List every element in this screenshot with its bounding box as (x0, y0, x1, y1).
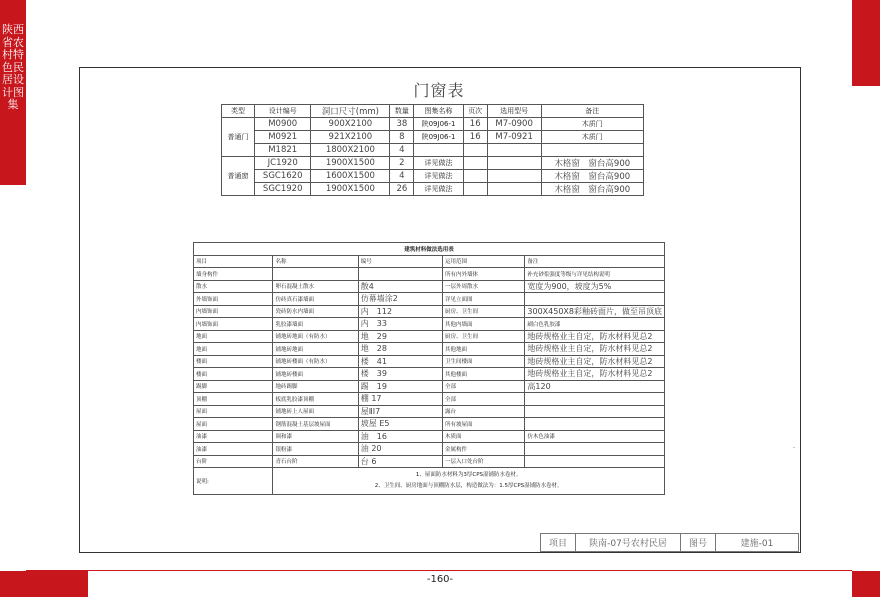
table-row (194, 330, 665, 343)
table-cell: 16 (463, 131, 487, 144)
title-block (540, 533, 799, 552)
table-cell: 露台 (442, 405, 524, 418)
table-cell: 8 (390, 131, 414, 144)
header-cell: 图集名称 (414, 105, 463, 118)
table-cell: 踢脚 (194, 380, 273, 393)
header-cell: 选用型号 (487, 105, 541, 118)
door-window-table (221, 104, 644, 196)
table-cell: 地 29 (358, 330, 442, 343)
table-row (194, 318, 665, 331)
table-cell: SGC1620 (254, 170, 311, 183)
table-cell (525, 418, 665, 431)
table-cell: 仿砖真石漆墙面 (273, 293, 358, 306)
table-cell: 内 112 (358, 305, 442, 318)
table-cell: 木质门 (541, 131, 643, 144)
table-row (222, 118, 644, 131)
table-cell: 16 (463, 118, 487, 131)
table-cell (487, 144, 541, 157)
table-cell: 38 (390, 118, 414, 131)
table-cell: 所有坡屋面 (442, 418, 524, 431)
table-cell: 4 (390, 170, 414, 183)
table-row (194, 343, 665, 356)
table-row (194, 380, 665, 393)
materials-table (193, 242, 665, 495)
table-cell (463, 170, 487, 183)
table-cell: 陕09J06-1 (414, 118, 463, 131)
table-cell: 其他地面 (442, 343, 524, 356)
table-cell: 卫生间楼面 (442, 355, 524, 368)
top-right-band (852, 0, 880, 86)
table-cell: 地砖规格业主自定，防水材料见总2 (525, 330, 665, 343)
project-name: 陕南-07号农村民居 (576, 534, 681, 552)
table-cell: 屋面 (194, 405, 273, 418)
table-cell: 详见做法 (414, 170, 463, 183)
table-cell: 外墙饰面 (194, 293, 273, 306)
table-cell: 仿幕墙涂2 (358, 293, 442, 306)
table-cell: 内墙饰面 (194, 305, 273, 318)
table-cell: 地砖规格业主自定，防水材料见总2 (525, 368, 665, 381)
table-cell: 26 (390, 183, 414, 196)
table-row (194, 455, 665, 468)
table-cell: 900X2100 (311, 118, 390, 131)
header-cell: 备注 (525, 255, 665, 268)
table-cell: 铺地砖楼面（有防水） (273, 355, 358, 368)
header-cell: 名称 (273, 255, 358, 268)
table-row (194, 418, 665, 431)
table-cell: 瓷砖防水内墙面 (273, 305, 358, 318)
table-cell: 铺地砖上人屋面 (273, 405, 358, 418)
table-cell: M0900 (254, 118, 311, 131)
table-cell: 1900X1500 (311, 157, 390, 170)
table-cell (525, 443, 665, 456)
table-row (222, 170, 644, 183)
table-row (194, 430, 665, 443)
header-cell: 编号 (358, 255, 442, 268)
group-type: 普通窗 (222, 157, 255, 196)
table-cell: 所有内外墙体 (442, 268, 524, 281)
header-cell: 设计编号 (254, 105, 311, 118)
table-cell: 厨房、卫生间 (442, 330, 524, 343)
table-cell: 仿木色油漆 (525, 430, 665, 443)
project-label: 项目 (541, 534, 576, 552)
table-cell: 补充砂浆强度等级与详见结构说明 (525, 268, 665, 281)
table-cell (358, 268, 442, 281)
table-cell: 4 (390, 144, 414, 157)
table-cell (273, 268, 358, 281)
table-cell: 地砖规格业主自定，防水材料见总2 (525, 343, 665, 356)
table-cell: 楼面 (194, 355, 273, 368)
table-cell: 宽度为900，坡度为5% (525, 280, 665, 293)
header-cell: 页次 (463, 105, 487, 118)
table-cell: 调和漆 (273, 430, 358, 443)
table-cell: 铺地砖地面 (273, 343, 358, 356)
table-cell: 高120 (525, 380, 665, 393)
header-cell: 数量 (390, 105, 414, 118)
table-cell: 楼 41 (358, 355, 442, 368)
table-cell: 屋ⅡI7 (358, 405, 442, 418)
table-cell: 其他内墙面 (442, 318, 524, 331)
table-cell: 屋面 (194, 418, 273, 431)
table-cell: 楼 39 (358, 368, 442, 381)
table-cell: M7-0921 (487, 131, 541, 144)
table-cell (463, 144, 487, 157)
table-cell: 散4 (358, 280, 442, 293)
header-cell: 备注 (541, 105, 643, 118)
table-cell: 卵石混凝土散水 (273, 280, 358, 293)
notes-label: 说明: (194, 468, 273, 495)
table-cell (463, 183, 487, 196)
table-cell: 散水 (194, 280, 273, 293)
table-cell: 陕09J06-1 (414, 131, 463, 144)
table-cell: 地面 (194, 330, 273, 343)
table-cell: 内 33 (358, 318, 442, 331)
page-number: -160- (426, 574, 454, 585)
table-cell: 全部 (442, 380, 524, 393)
drawing-no-label: 图号 (681, 534, 716, 552)
drawing-no: 建施-01 (716, 534, 799, 552)
table-cell: 棚 17 (358, 393, 442, 406)
title-block-row (541, 534, 799, 552)
table-cell: 地砖规格业主自定，防水材料见总2 (525, 355, 665, 368)
table-cell: 油漆 (194, 430, 273, 443)
table-cell: 木格窗 窗台高900 (541, 170, 643, 183)
table-cell (487, 157, 541, 170)
table-cell: 坡屋 E5 (358, 418, 442, 431)
table-cell: 铺地砖楼面 (273, 368, 358, 381)
table-cell: 详见做法 (414, 157, 463, 170)
table-cell (487, 170, 541, 183)
table-cell: 铺地砖地面（有防水） (273, 330, 358, 343)
table-row (194, 268, 665, 281)
sidebar-vertical-title: 陕西省农村特色民居设计图集 (2, 23, 24, 111)
table-cell: 一层外周散水 (442, 280, 524, 293)
table-cell: JC1920 (254, 157, 311, 170)
footer-rule (26, 570, 852, 571)
table-cell (525, 405, 665, 418)
table-cell: 厨房、卫生间 (442, 305, 524, 318)
table-row (194, 405, 665, 418)
table-cell: 详见立面图 (442, 293, 524, 306)
table-row (222, 157, 644, 170)
header-cell: 运用范围 (442, 255, 524, 268)
table-row (194, 280, 665, 293)
table-cell: 2 (390, 157, 414, 170)
table-cell: 银粉漆 (273, 443, 358, 456)
table-cell (414, 144, 463, 157)
table-cell: 板底乳胶漆顶棚 (273, 393, 358, 406)
note-line: 2、卫生间、厨房地面与顶棚防水层，构造做法为：1.5厚CPS湿铺防水卷材。 (374, 483, 563, 489)
table-header-row (194, 255, 665, 268)
table-cell: 其他楼面 (442, 368, 524, 381)
table-cell: SGC1920 (254, 183, 311, 196)
table-row (222, 144, 644, 157)
table-cell: 木格窗 窗台高900 (541, 157, 643, 170)
table-cell: 300X450X8彩釉砖面片，做至吊顶底 (525, 305, 665, 318)
table-cell: 1800X2100 (311, 144, 390, 157)
table-cell: M1821 (254, 144, 311, 157)
table-cell: 地面 (194, 343, 273, 356)
notes-cell (273, 468, 665, 495)
table-cell: 木质门 (541, 118, 643, 131)
table-cell: 台阶 (194, 455, 273, 468)
table-cell (525, 393, 665, 406)
table-cell: 木质面 (442, 430, 524, 443)
table-cell: 921X2100 (311, 131, 390, 144)
group-type: 普通门 (222, 118, 255, 157)
table-cell: 墙身构件 (194, 268, 273, 281)
table-cell: 油漆 (194, 443, 273, 456)
table-cell: 木格窗 窗台高900 (541, 183, 643, 196)
table-row (194, 393, 665, 406)
table-row (222, 131, 644, 144)
header-cell: 类型 (222, 105, 255, 118)
caption-row (194, 243, 665, 256)
frame-tick: - (793, 444, 796, 451)
table-cell: 油 16 (358, 430, 442, 443)
table-cell: 1600X1500 (311, 170, 390, 183)
table-cell: 地 28 (358, 343, 442, 356)
table-row (194, 305, 665, 318)
table-cell: 钢筋混凝土基层坡屋面 (273, 418, 358, 431)
table-row (194, 293, 665, 306)
table-cell: 一层入口处台阶 (442, 455, 524, 468)
table-row (194, 443, 665, 456)
table-cell: M7-0900 (487, 118, 541, 131)
table-cell (541, 144, 643, 157)
table-cell: 油 20 (358, 443, 442, 456)
table-cell: 详见做法 (414, 183, 463, 196)
table-row (194, 355, 665, 368)
header-cell: 项目 (194, 255, 273, 268)
table-cell (463, 157, 487, 170)
table-header-row (222, 105, 644, 118)
table-cell (487, 183, 541, 196)
note-line: 1、屋面防水材料为3厚CPS湿铺防水卷材。 (415, 472, 522, 478)
table-cell: M0921 (254, 131, 311, 144)
materials-caption: 建筑材料做法选用表 (194, 243, 665, 256)
notes-row (194, 468, 665, 495)
header-cell: 洞口尺寸(mm) (311, 105, 390, 118)
door-window-table-title: 门窗表 (413, 81, 465, 100)
table-row (222, 183, 644, 196)
table-cell: 金属构件 (442, 443, 524, 456)
sidebar-band (0, 0, 26, 185)
table-row (194, 368, 665, 381)
table-cell: 顶棚 (194, 393, 273, 406)
table-cell: 青石台阶 (273, 455, 358, 468)
table-cell: 乳胶漆墙面 (273, 318, 358, 331)
table-cell (525, 455, 665, 468)
table-cell: 1900X1500 (311, 183, 390, 196)
table-cell: 全部 (442, 393, 524, 406)
table-cell: 地砖踢脚 (273, 380, 358, 393)
table-cell (525, 293, 665, 306)
table-cell: 内墙饰面 (194, 318, 273, 331)
table-cell: 刷白色乳胶漆 (525, 318, 665, 331)
table-cell: 踢 19 (358, 380, 442, 393)
table-cell: 楼面 (194, 368, 273, 381)
table-cell: 台 6 (358, 455, 442, 468)
